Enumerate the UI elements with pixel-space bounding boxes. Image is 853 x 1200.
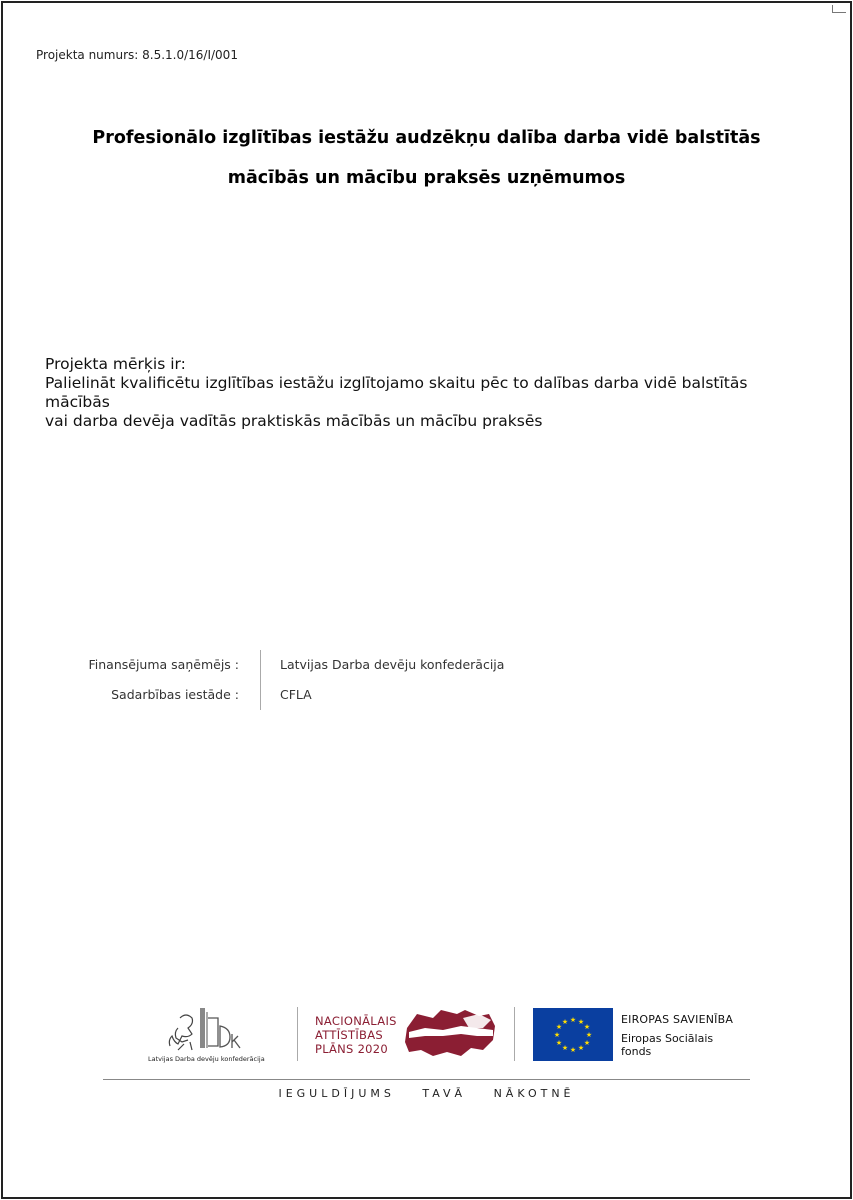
corner-mark (832, 5, 846, 13)
slogan: IEGULDĪJUMS TAVĀ NĀKOTNĒ (278, 1087, 575, 1100)
eu-title: EIROPAS SAVIENĪBA (621, 1013, 734, 1026)
document-title-line-1: Profesionālo izglītības iestāžu audzēkņu dalība darba vidē balstītās (92, 128, 761, 148)
ldk-caption: Latvijas Darba devēju konfederācija (148, 1055, 265, 1063)
svg-text:★: ★ (577, 1018, 585, 1026)
eu-flag-icon (533, 1008, 613, 1061)
eu-fund (621, 1032, 741, 1058)
eu-fund-line-2: fonds (621, 1045, 652, 1058)
nap-line-2: ATTĪSTĪBAS (315, 1028, 383, 1042)
svg-text:★: ★ (561, 1018, 569, 1026)
svg-text:★: ★ (569, 1016, 577, 1024)
goal-text-line-2: vai darba devēja vadītās praktiskās mācībās un mācību praksēs (45, 412, 543, 430)
svg-text:★: ★ (577, 1044, 585, 1052)
cooperation-value: CFLA (280, 687, 312, 702)
nap-line-3: PLĀNS 2020 (315, 1042, 389, 1056)
eu-fund-line-1: Eiropas Sociālais (621, 1032, 714, 1045)
goal-heading: Projekta mērķis ir: (45, 355, 186, 373)
document-title-line-2: mācībās un mācību praksēs uzņēmumos (227, 168, 626, 188)
funding-label: Finansējuma saņēmējs : (88, 657, 239, 672)
project-number: Projekta numurs: 8.5.1.0/16/I/001 (36, 48, 238, 62)
funding-value: Latvijas Darba devēju konfederācija (280, 657, 505, 672)
svg-text:★: ★ (569, 1046, 577, 1054)
project-goal (45, 355, 805, 431)
svg-text:★: ★ (555, 1039, 563, 1047)
svg-text:★: ★ (583, 1023, 591, 1031)
footer-rule (103, 1079, 750, 1080)
cooperation-label: Sadarbības iestāde : (111, 687, 239, 702)
logo-separator (297, 1007, 298, 1061)
svg-text:★: ★ (561, 1044, 569, 1052)
svg-text:★: ★ (585, 1031, 593, 1039)
svg-text:★: ★ (553, 1031, 561, 1039)
svg-text:★: ★ (555, 1023, 563, 1031)
svg-text:★: ★ (583, 1039, 591, 1047)
latvia-map-icon (403, 1006, 497, 1062)
goal-text-line-1: Palielināt kvalificētu izglītības iestāžu izglītojamo skaitu pēc to dalības darba vidē balstītās mācībās (45, 374, 748, 411)
nap-logo-text (315, 1014, 397, 1056)
logo-separator-2 (514, 1007, 515, 1061)
nap-line-1: NACIONĀLAIS (315, 1014, 397, 1028)
info-divider (260, 650, 261, 710)
